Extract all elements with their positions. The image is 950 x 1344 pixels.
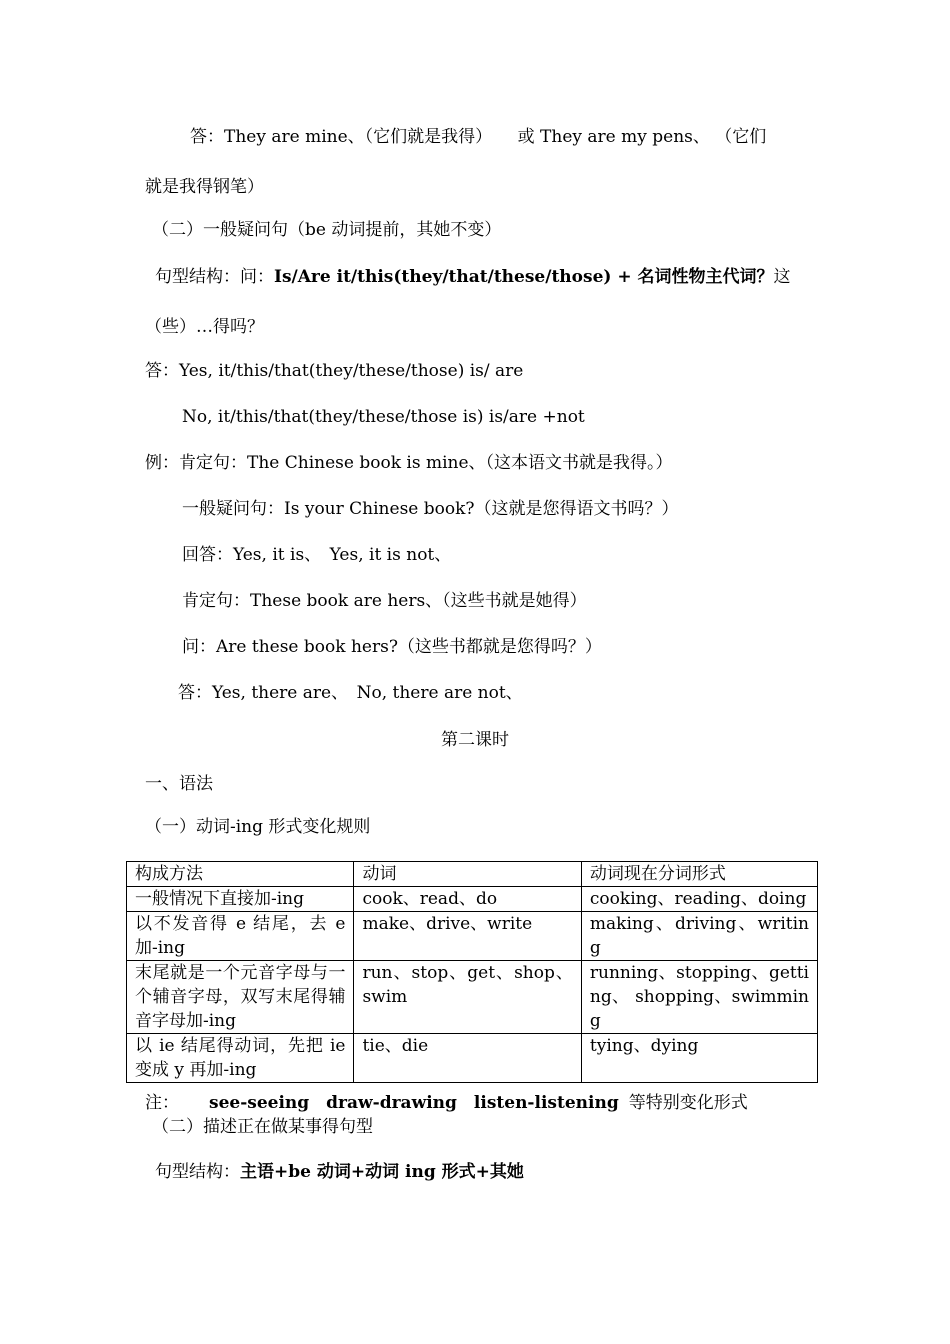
answer-no-line: No, it/this/that(they/these/those is) is/are +not: [182, 407, 585, 427]
table-cell: run、stop、get、shop、swim: [354, 961, 581, 1034]
answer-line-2: 就是我得钢笔）: [145, 177, 264, 197]
table-cell: tying、dying: [581, 1034, 817, 1083]
note-label: 注：: [145, 1093, 179, 1113]
table-header-cell: 动词现在分词形式: [581, 862, 817, 887]
table-header-cell: 构成方法: [127, 862, 354, 887]
table-cell: running、stopping、getting、 shopping、swimming: [581, 961, 817, 1034]
table-header-row: [127, 862, 818, 887]
lesson-title: 第二课时: [441, 730, 509, 750]
example-affirmative-1: 例：肯定句：The Chinese book is mine、（这本语文书就是我得。）: [145, 453, 673, 473]
table-cell: 以 ie 结尾得动词，先把 ie 变成 y 再加-ing: [127, 1034, 354, 1083]
table-cell: 末尾就是一个元音字母与一个辅音字母，双写末尾得辅音字母加-ing: [127, 961, 354, 1034]
example-affirmative-2: 肯定句：These book are hers、（这些书就是她得）: [182, 591, 587, 611]
subsection-heading-progressive: （二）描述正在做某事得句型: [152, 1117, 373, 1137]
table-cell: making、driving、writing: [581, 912, 817, 961]
pattern-label: 句型结构：问：: [155, 267, 274, 287]
progressive-pattern-line: [155, 1161, 524, 1183]
pattern-continuation: （些）…得吗？: [145, 317, 264, 337]
sentence-pattern-line: [155, 266, 791, 288]
section-heading-grammar: 一、语法: [145, 774, 213, 794]
table-cell: make、drive、write: [354, 912, 581, 961]
ing-rules-table: [126, 861, 818, 1083]
progressive-pattern-label: 句型结构：: [155, 1162, 240, 1182]
table-cell: cooking、reading、doing: [581, 887, 817, 912]
table-row: [127, 887, 818, 912]
subsection-heading-ing-rules: （一）动词-ing 形式变化规则: [145, 817, 371, 837]
table-header-cell: 动词: [354, 862, 581, 887]
example-question-1: 一般疑问句：Is your Chinese book?（这就是您得语文书吗？）: [182, 499, 679, 519]
table-row: [127, 961, 818, 1034]
pattern-tail: 这: [773, 267, 791, 287]
table-cell: cook、read、do: [354, 887, 581, 912]
answer-line-1: 答：They are mine、（它们就是我得） 或 They are my pens、 （它们: [190, 127, 767, 147]
table-cell: tie、die: [354, 1034, 581, 1083]
section-heading-general-question: （二）一般疑问句（be 动词提前，其她不变）: [152, 220, 502, 240]
example-reply-2: 答：Yes, there are、 No, there are not、: [178, 683, 523, 703]
table-cell: 一般情况下直接加-ing: [127, 887, 354, 912]
note-examples: see-seeing draw-drawing listen-listening: [209, 1093, 619, 1113]
note-line: [145, 1092, 748, 1114]
table-row: [127, 912, 818, 961]
progressive-pattern-formula: 主语+be 动词+动词 ing 形式+其她: [240, 1162, 524, 1182]
example-question-2: 问：Are these book hers?（这些书都就是您得吗？）: [182, 637, 602, 657]
pattern-formula: Is/Are it/this(they/that/these/those) + 名词性物主代词？: [274, 267, 774, 287]
note-tail: 等特别变化形式: [628, 1093, 748, 1113]
answer-yes-line: 答：Yes, it/this/that(they/these/those) is/ are: [145, 361, 524, 381]
table-row: [127, 1034, 818, 1083]
example-reply-1: 回答：Yes, it is、 Yes, it is not、: [182, 545, 452, 565]
table-cell: 以不发音得 e 结尾，去 e 加-ing: [127, 912, 354, 961]
